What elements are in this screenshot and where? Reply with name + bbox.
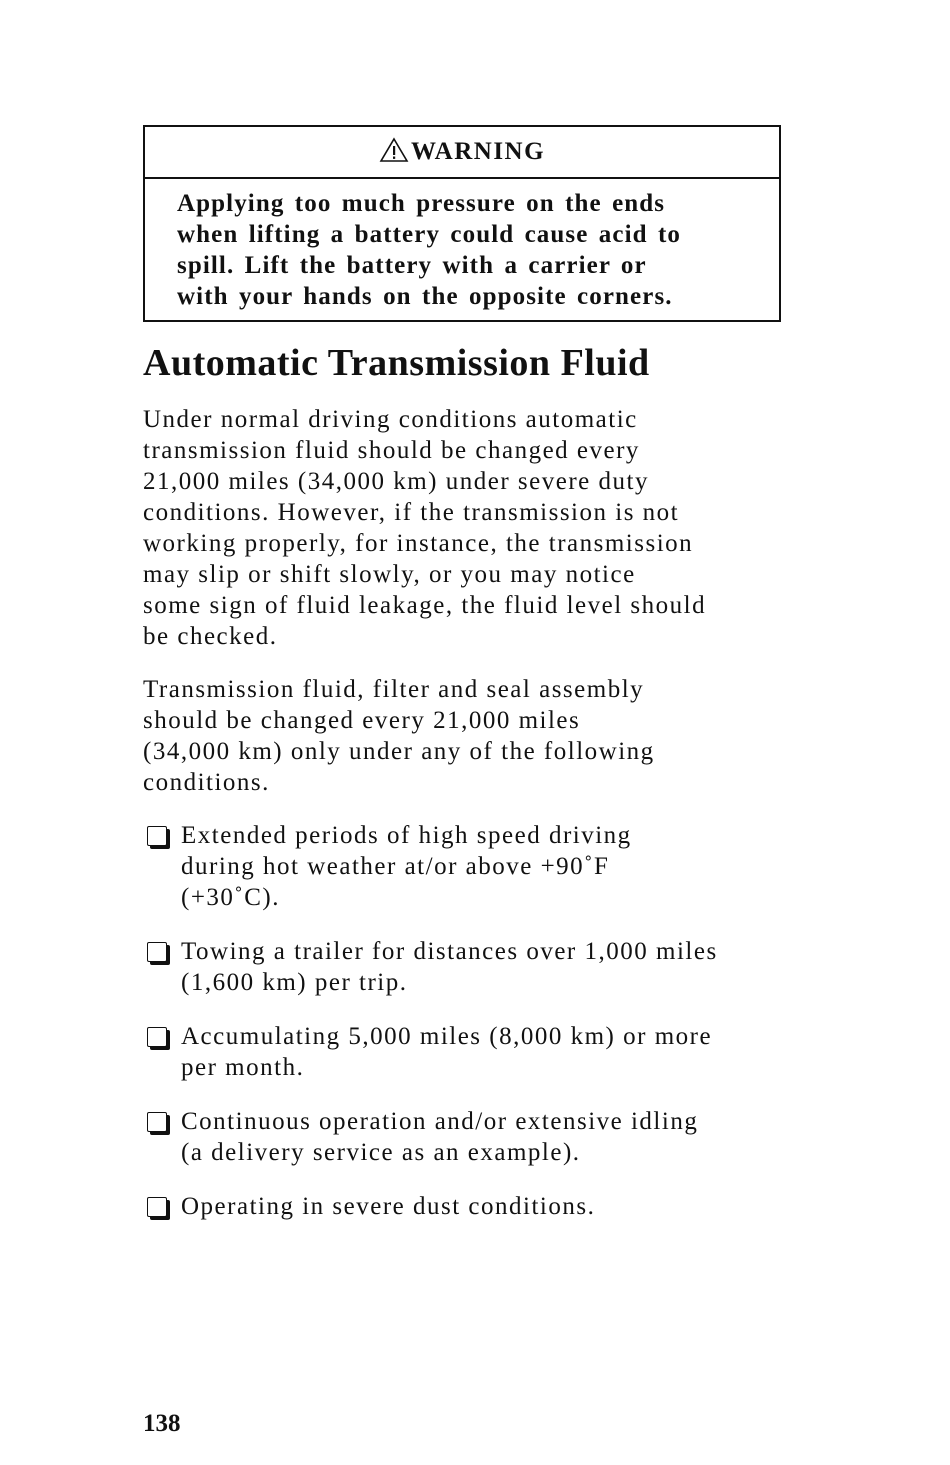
paragraph-line: may slip or shift slowly, or you may notice xyxy=(143,561,636,588)
warning-text xyxy=(145,179,779,320)
paragraph-normal-conditions xyxy=(143,404,785,652)
paragraph-line: Transmission fluid, filter and seal assembly xyxy=(143,676,645,703)
list-item-line: Extended periods of high speed driving xyxy=(181,822,632,849)
list-item-line: Towing a trailer for distances over 1,000 miles xyxy=(181,938,718,965)
checkbox-icon xyxy=(147,826,167,846)
list-item-line: Accumulating 5,000 miles (8,000 km) or more xyxy=(181,1023,713,1050)
list-item-line: per month. xyxy=(181,1054,305,1081)
list-item-line: (1,600 km) per trip. xyxy=(181,969,408,996)
paragraph-line: conditions. However, if the transmission is not xyxy=(143,499,680,526)
checkbox-icon xyxy=(147,1027,167,1047)
paragraph-line: working properly, for instance, the transmission xyxy=(143,530,694,557)
list-item-line: (a delivery service as an example). xyxy=(181,1139,581,1166)
list-item xyxy=(143,1106,785,1168)
warning-title: WARNING xyxy=(410,138,546,165)
checkbox-icon xyxy=(147,1112,167,1132)
paragraph-line: Under normal driving conditions automatic xyxy=(143,406,638,433)
warning-triangle-icon xyxy=(379,137,409,163)
warning-line: Applying too much pressure on the ends xyxy=(177,190,666,217)
warning-line: spill. Lift the battery with a carrier or xyxy=(177,252,647,279)
page-number: 138 xyxy=(143,1410,181,1437)
checkbox-icon xyxy=(147,942,167,962)
paragraph-line: be checked. xyxy=(143,623,278,650)
warning-line: with your hands on the opposite corners. xyxy=(177,283,673,310)
paragraph-line: (34,000 km) only under any of the following xyxy=(143,738,655,765)
list-item-line: Operating in severe dust conditions. xyxy=(181,1193,596,1220)
warning-line: when lifting a battery could cause acid to xyxy=(177,221,681,248)
checkbox-icon xyxy=(147,1197,167,1217)
list-item xyxy=(143,820,785,913)
list-item xyxy=(143,1191,785,1222)
paragraph-line: 21,000 miles (34,000 km) under severe duty xyxy=(143,468,649,495)
paragraph-line: some sign of fluid leakage, the fluid level should xyxy=(143,592,707,619)
warning-box xyxy=(143,125,781,322)
warning-header xyxy=(145,127,779,179)
list-item-line: during hot weather at/or above +90˚F xyxy=(181,853,610,880)
list-item-line: Continuous operation and/or extensive idling xyxy=(181,1108,699,1135)
paragraph-line: conditions. xyxy=(143,769,270,796)
paragraph-line: transmission fluid should be changed every xyxy=(143,437,640,464)
list-item xyxy=(143,1021,785,1083)
paragraph-line: should be changed every 21,000 miles xyxy=(143,707,581,734)
list-item-line: (+30˚C). xyxy=(181,884,280,911)
page-content xyxy=(143,125,785,1245)
list-item xyxy=(143,936,785,998)
section-title: Automatic Transmission Fluid xyxy=(143,342,650,384)
paragraph-fluid-filter xyxy=(143,674,785,798)
conditions-list xyxy=(143,820,785,1222)
